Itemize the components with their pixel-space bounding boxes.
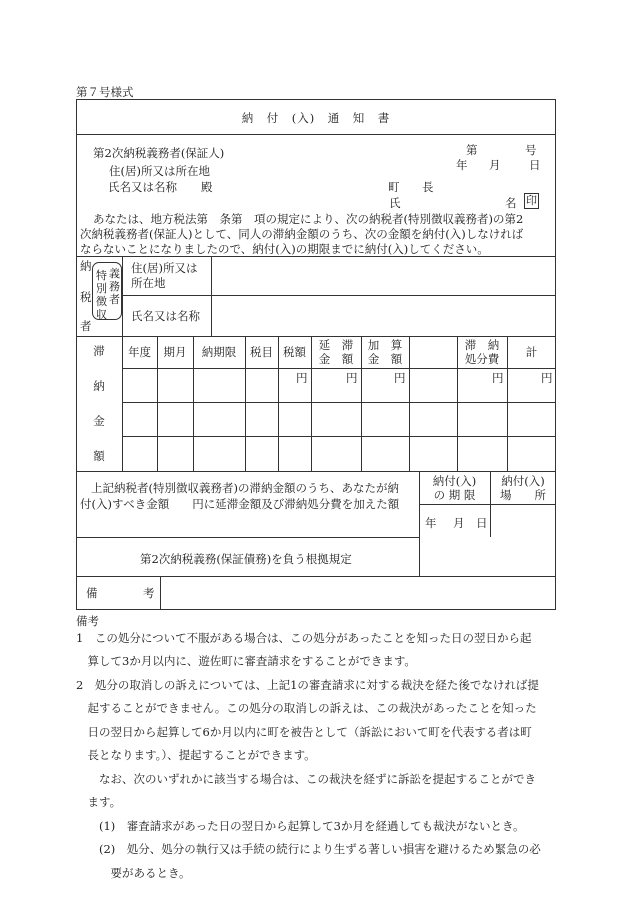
basis-label: 第2次納税義務(保証債務)を負う根拠規定 — [140, 552, 352, 566]
arrears-side-1: 滞 — [93, 344, 105, 358]
note-line: 算して3か月以内に、遊佐町に審査請求をすることができます。 — [76, 654, 416, 668]
issuer-head: 長 — [422, 180, 434, 194]
taxpayer-label-sha: 者 — [80, 319, 92, 333]
note-line: (2) 処分、処分の執行又は手続の続行により生ずる著しい損害を避けるため緊急の必 — [76, 842, 541, 856]
taxpayer-address-label-2: 所在地 — [131, 276, 166, 290]
note-line: ます。 — [76, 795, 122, 809]
deadline-year: 年 — [425, 516, 437, 530]
divider — [419, 504, 556, 505]
seal-mark: 印 — [526, 194, 537, 207]
payment-text-2: 付(入)すべき金額 円に延滞金額及び滞納処分費を加えた額 — [80, 497, 400, 511]
notice-text-line2: 次納税義務者(保証人)として、同人の滞納金額のうち、次の金額を納付(入)しなければ — [80, 227, 524, 241]
note-line: 2 処分の取消しの訴えについては、上記1の審査請求に対する裁決を経た後でなければ提 — [76, 678, 539, 692]
taxpayer-label-zei: 税 — [80, 290, 92, 304]
addressee-title: 第2次納税義務者(保証人) — [93, 146, 225, 160]
divider — [409, 336, 410, 471]
date-month: 月 — [489, 158, 501, 172]
taxpayer-name-label: 氏名又は名称 — [131, 309, 200, 323]
divider — [76, 576, 556, 577]
divider — [76, 134, 556, 135]
place-label-1: 納付(入) — [501, 474, 545, 488]
arrears-side-4: 額 — [93, 449, 105, 463]
divider — [122, 368, 556, 369]
column-header-additional-1: 加 算 — [367, 338, 403, 352]
column-header-fee-1: 滞 納 — [464, 338, 500, 352]
taxpayer-address-label-1: 住(居)所又は — [131, 261, 198, 275]
divider — [76, 537, 419, 538]
column-header-delay-1: 延 滞 — [318, 338, 354, 352]
form-number: 第７号様式 — [76, 85, 134, 99]
yen-unit: 円 — [296, 371, 308, 385]
divider — [211, 256, 212, 336]
deadline-label-2: の 期 限 — [433, 488, 476, 502]
form-title: 納 付 (入) 通 知 書 — [241, 111, 391, 125]
column-header-tax-item: 税目 — [250, 345, 273, 359]
date-day: 日 — [529, 158, 541, 172]
note-line: 要があるとき。 — [76, 866, 191, 880]
divider — [160, 576, 161, 610]
column-header-due-date: 納期限 — [201, 345, 237, 359]
note-line: なお、次のいずれかに該当する場合は、この裁決を経ずに訴訟を提起することができ — [76, 772, 536, 786]
yen-unit: 円 — [492, 371, 504, 385]
yen-unit: 円 — [394, 371, 406, 385]
special-collector-col2: 義務者 — [109, 267, 120, 306]
addressee-address-label: 住(居)所又は所在地 — [109, 164, 210, 178]
deadline-label-1: 納付(入) — [432, 474, 477, 488]
issuer-shi: 氏 — [389, 196, 401, 210]
divider — [122, 295, 556, 296]
column-header-additional-2: 金 額 — [367, 352, 403, 366]
deadline-day: 日 — [476, 516, 488, 530]
column-header-tax-amount: 税額 — [283, 345, 306, 359]
remarks-label-2: 考 — [143, 586, 155, 600]
special-collector-col1: 特別徴収 — [96, 269, 107, 321]
notice-text-line3: ならないことになりましたので、納付(入)の期限までに納付(入)してください。 — [80, 242, 489, 256]
note-line: (1) 審査請求があった日の翌日から起算して3か月を経過しても裁決がないとき。 — [76, 819, 525, 833]
deadline-month: 月 — [453, 516, 465, 530]
column-header-fee-2: 処分費 — [464, 352, 500, 366]
payment-text-1: 上記納税者(特別徴収義務者)の滞納金額のうち、あなたが納 — [91, 481, 399, 495]
number-first: 第 — [466, 143, 478, 157]
column-header-delay-2: 金 額 — [318, 352, 354, 366]
place-label-2: 場 所 — [500, 488, 546, 502]
issuer-town: 町 — [388, 180, 400, 194]
note-line: 長となります。）、提起することができます。 — [76, 748, 316, 762]
divider — [122, 436, 556, 437]
issuer-mei: 名 — [505, 196, 517, 210]
divider — [76, 336, 556, 337]
honorific: 殿 — [201, 180, 213, 194]
notes-title: 備考 — [76, 614, 99, 628]
addressee-name-label: 氏名又は名称 — [108, 180, 177, 194]
notice-text-line1: あなたは、地方税法第 条第 項の規定により、次の納税者(特別徴収義務者)の第2 — [93, 212, 524, 226]
arrears-side-3: 金 — [93, 414, 105, 428]
divider — [76, 256, 556, 257]
arrears-side-2: 納 — [93, 379, 105, 393]
yen-unit: 円 — [541, 371, 553, 385]
column-header-period: 期月 — [163, 345, 187, 359]
column-header-fiscal-year: 年度 — [128, 345, 151, 359]
note-line: 日の翌日から起算して6か月以内に町を被告として（訴訟において町を代表する者は町 — [76, 725, 532, 739]
divider — [122, 402, 556, 403]
divider — [122, 256, 123, 336]
date-year: 年 — [456, 158, 468, 172]
note-line: 起することができません。この処分の取消しの訴えは、この裁決があったことを知った — [76, 701, 537, 715]
yen-unit: 円 — [346, 371, 358, 385]
remarks-label-1: 備 — [86, 586, 98, 600]
column-header-total: 計 — [525, 345, 538, 359]
note-line: 1 この処分について不服がある場合は、この処分があったことを知った日の翌日から起 — [76, 631, 532, 645]
divider — [76, 471, 556, 472]
number-go: 号 — [525, 143, 537, 157]
taxpayer-label-nou: 納 — [80, 259, 92, 273]
